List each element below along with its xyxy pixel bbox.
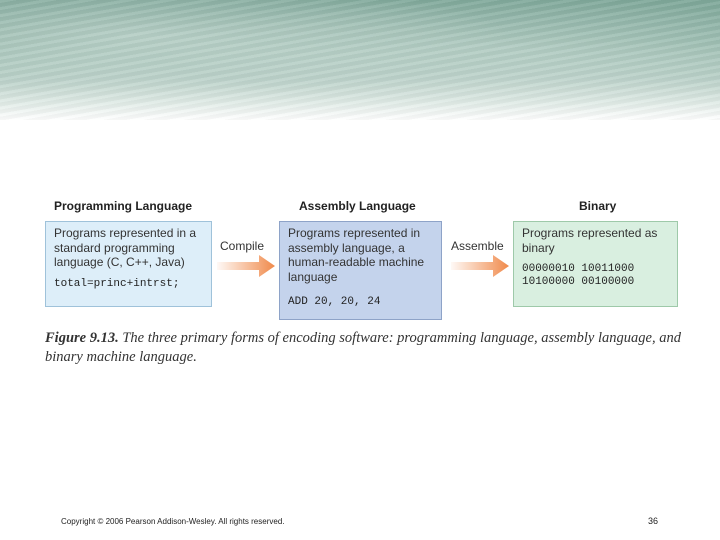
code-line: ADD 20, 20, 24 [288,296,381,308]
figure-caption-text: The three primary forms of encoding software: programming language, assembly language, and binary machine language. [45,330,681,365]
assembly-language-heading: Assembly Language [299,199,416,213]
code-line: 00000010 10011000 [522,263,635,275]
programming-language-code [54,278,203,291]
binary-box [513,221,678,307]
assemble-arrow-icon [451,255,509,277]
binary-code [522,263,669,289]
page-number: 36 [648,516,659,526]
binary-description: Programs represented as binary [522,226,658,255]
figure-number: Figure 9.13. [45,330,119,346]
assembly-language-description: Programs represented in assembly language, a human-readable machine language [288,226,425,284]
code-line: 10100000 00100000 [522,276,635,288]
compile-arrow-icon [217,255,275,277]
assembly-language-box [279,221,442,320]
copyright-notice: Copyright © 2006 Pearson Addison-Wesley. All rights reserved. [61,517,285,526]
programming-language-box [45,221,212,307]
programming-language-description: Programs represented in a standard programming language (C, C++, Java) [54,226,197,269]
assembly-language-code [288,296,433,309]
binary-heading: Binary [579,199,617,213]
compile-label: Compile [220,239,265,253]
assemble-label: Assemble [451,239,504,253]
header-banner-texture [0,0,720,120]
code-line: total=princ+intrst; [54,277,180,290]
programming-language-heading: Programming Language [54,199,193,213]
figure-caption [45,329,685,367]
